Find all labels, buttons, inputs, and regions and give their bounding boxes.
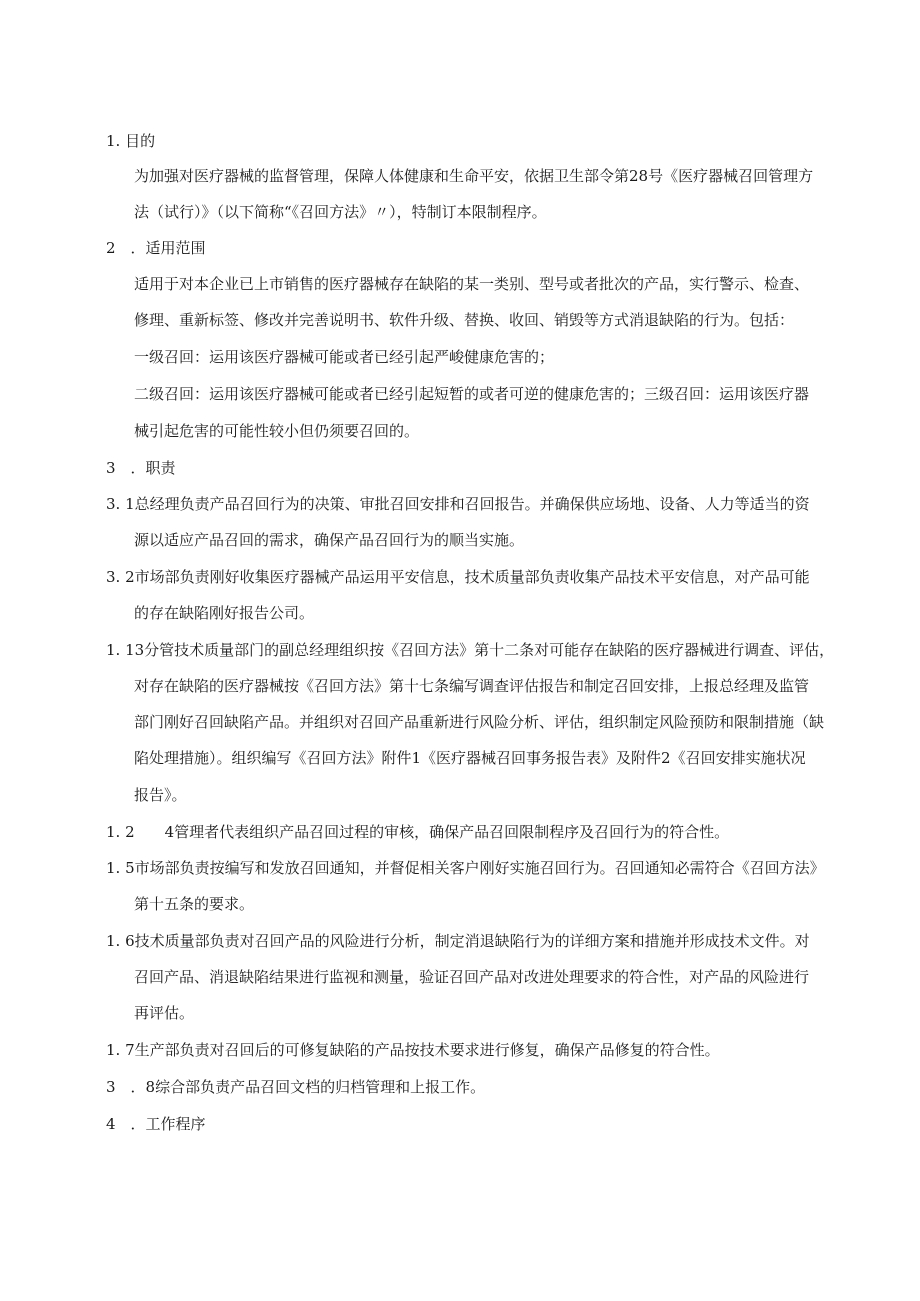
paragraph-line: 为加强对医疗器械的监督管理，保障人体健康和生命平安，依据卫生部令第28号《医疗器械召回管理方	[134, 167, 814, 185]
section-heading-scope: 2 ．适用范围	[106, 239, 206, 257]
paragraph-line: 法（试行）》（以下简称“《召回方法》〃），特制订本限制程序。	[134, 203, 547, 221]
list-item: 1. 13分管技术质量部门的副总经理组织按《召回方法》第十二条对可能存在缺陷的医疗器械进行调查、评估，	[106, 641, 835, 659]
list-item: 1. 5市场部负责按编写和发放召回通知，并督促相关客户刚好实施召回行为。召回通知必需符合《召回方法》	[106, 859, 825, 877]
section-heading-purpose: 1. 目的	[106, 132, 156, 150]
paragraph-line: 械引起危害的可能性较小但仍须要召回的。	[134, 422, 420, 440]
list-item-continuation: 陷处理措施）。组织编写《召回方法》附件1《医疗器械召回事务报告表》及附件2《召回安排实施状况	[134, 749, 806, 767]
paragraph-line: 一级召回：运用该医疗器械可能或者已经引起严峻健康危害的；	[134, 348, 555, 366]
list-item-continuation: 源以适应产品召回的需求，确保产品召回行为的顺当实施。	[134, 531, 525, 549]
list-item-continuation: 第十五条的要求。	[134, 895, 255, 913]
list-item: 3 ．8综合部负责产品召回文档的归档管理和上报工作。	[106, 1078, 486, 1096]
list-item-continuation: 召回产品、消退缺陷结果进行监视和测量，验证召回产品对改进处理要求的符合性，对产品的风险进行	[134, 968, 810, 986]
section-heading-procedure: 4 ．工作程序	[106, 1115, 206, 1133]
list-item: 3. 1总经理负责产品召回行为的决策、审批召回安排和召回报告。并确保供应场地、设备、人力等适当的资	[106, 495, 810, 513]
paragraph-line: 二级召回：运用该医疗器械可能或者已经引起短暂的或者可逆的健康危害的；三级召回：运用该医疗器	[134, 385, 810, 403]
list-item: 3. 2市场部负责刚好收集医疗器械产品运用平安信息，技术质量部负责收集产品技术平安信息，对产品可能	[106, 568, 810, 586]
paragraph-line: 修理、重新标签、修改并完善说明书、软件升级、替换、收回、销毁等方式消退缺陷的行为。包括：	[134, 311, 795, 329]
list-item: 1. 6技术质量部负责对召回产品的风险进行分析，制定消退缺陷行为的详细方案和措施并形成技术文件。对	[106, 932, 810, 950]
list-item: 1. 2 4管理者代表组织产品召回过程的审核，确保产品召回限制程序及召回行为的符合性。	[106, 823, 730, 841]
list-item-continuation: 再评估。	[134, 1004, 195, 1022]
paragraph-line: 适用于对本企业已上市销售的医疗器械存在缺陷的某一类别、型号或者批次的产品，实行警示、检查、	[134, 275, 810, 293]
list-item-continuation: 对存在缺陷的医疗器械按《召回方法》第十七条编写调查评估报告和制定召回安排，上报总经理及监管	[134, 677, 810, 695]
list-item-continuation: 部门刚好召回缺陷产品。并组织对召回产品重新进行风险分析、评估，组织制定风险预防和限制措施（缺	[134, 713, 825, 731]
list-item-continuation: 报告》。	[134, 786, 187, 804]
list-item-continuation: 的存在缺陷刚好报告公司。	[134, 604, 315, 622]
section-heading-responsibilities: 3 ．职责	[106, 459, 176, 477]
list-item: 1. 7生产部负责对召回后的可修复缺陷的产品按技术要求进行修复，确保产品修复的符合性。	[106, 1041, 720, 1059]
